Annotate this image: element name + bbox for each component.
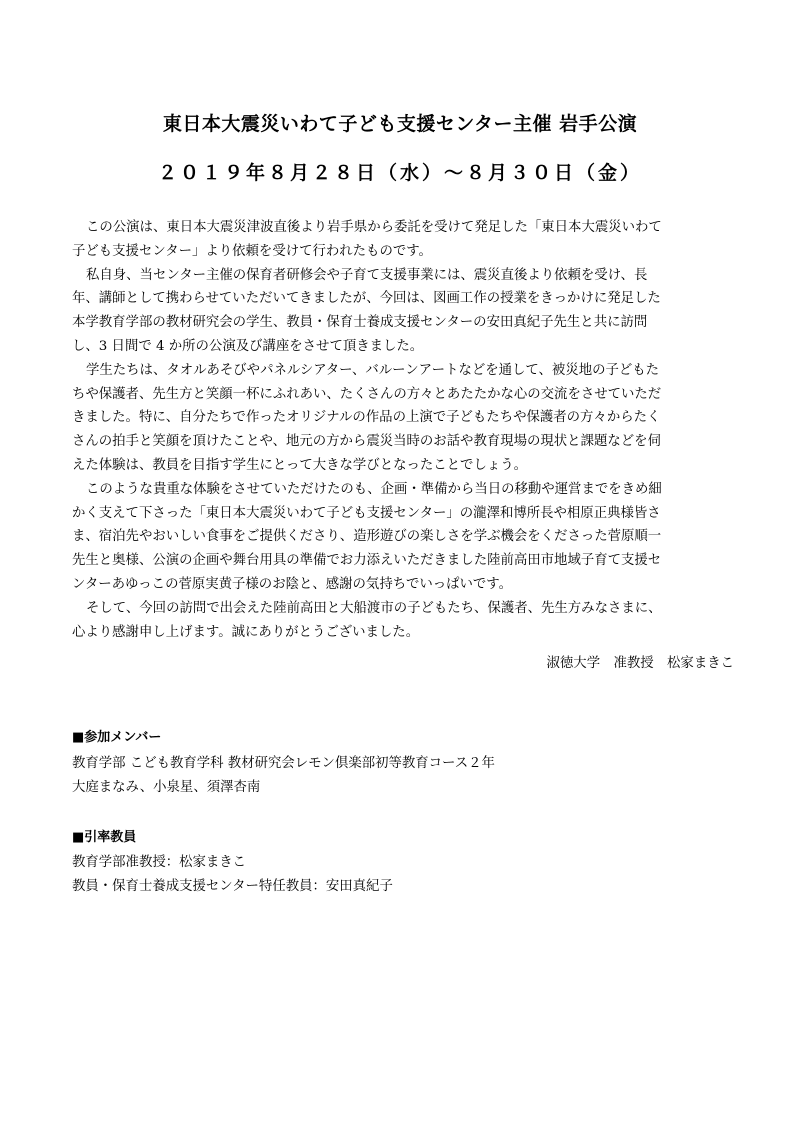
body-line: 私自身、当センター主催の保育者研修会や子育て支援事業には、震災直後より依頼を受け、長 [86,267,648,283]
body-line: ま、宿泊先やおいしい食事をご提供くださり、造形遊びの楽しさを学ぶ機会をくださった菅原順一 [72,529,662,545]
body-line: さんの拍手と笑顔を頂けたことや、地元の方から震災当時のお話や教育現場の現状と課題などを伺 [72,434,661,450]
teachers-heading: ■引率教員 [72,830,137,845]
body-line: かく支えて下さった「東日本大震災いわて子ども支援センター」の瀧澤和博所長や相原正典様皆さ [72,505,661,521]
body-line: このような貴重な体験をさせていただけたのも、企画・準備から当日の移動や運営までをきめ細 [86,481,662,497]
body-line: 心より感謝申し上げます。誠にありがとうございました。 [72,624,420,640]
body-line: 学生たちは、タオルあそびやパネルシアター、バルーンアートなどを通して、被災地の子どもた [86,362,660,378]
body-line: この公演は、東日本大震災津波直後より岩手県から委託を受けて発足した「東日本大震災いわて [86,220,662,235]
body-line: し、3 日間で 4 か所の公演及び講座をさせて頂きました。 [72,338,424,354]
members-line: 大庭まなみ、小泉星、須澤杏南 [72,780,261,795]
teachers-line: 教員・保育士養成支援センター特任教員：安田真紀子 [72,879,393,894]
body-line: ちや保護者、先生方と笑顔一杯にふれあい、たくさんの方々とあたたかな心の交流をさせていただ [72,386,662,402]
author-signature: 淑徳大学 准教授 松家まきこ [546,656,734,671]
body-line: 年、講師として携わらせていただいてきましたが、今回は、図画工作の授業をきっかけに発足した [72,291,661,307]
body-line: 子ども支援センター」より依頼を受けて行われたものです。 [72,243,432,259]
body-line: 本学教育学部の教材研究会の学生、教員・保育士養成支援センターの安田真紀子先生と共に訪問 [72,315,648,331]
document-title: 東日本大震災いわて子ども支援センター主催 岩手公演 [162,113,638,135]
body-line: えた体験は、教員を目指す学生にとって大きな学びとなったことでしょう。 [72,457,528,473]
body-text [72,216,732,644]
teachers-line: 教育学部准教授：松家まきこ [72,855,247,870]
members-heading: ■参加メンバー [72,730,162,745]
event-date: ２０１９年８月２８日（水）～８月３０日（金） [157,162,642,184]
body-line: きました。特に、自分たちで作ったオリジナルの作品の上演で子どもたちや保護者の方々からたく [72,410,661,426]
body-line: 先生と奥様、公演の企画や舞台用具の準備でお力添えいただきました陸前高田市地域子育て支援セ [72,553,662,569]
body-line: そして、今回の訪問で出会えた陸前高田と大船渡市の子どもたち、保護者、先生方みなさまに、 [86,600,662,616]
members-line: 教育学部 こども教育学科 教材研究会レモン倶楽部初等教育コース２年 [72,756,495,771]
body-line: ンターあゆっこの菅原実黄子様のお陰と、感謝の気持ちでいっぱいです。 [72,576,513,592]
